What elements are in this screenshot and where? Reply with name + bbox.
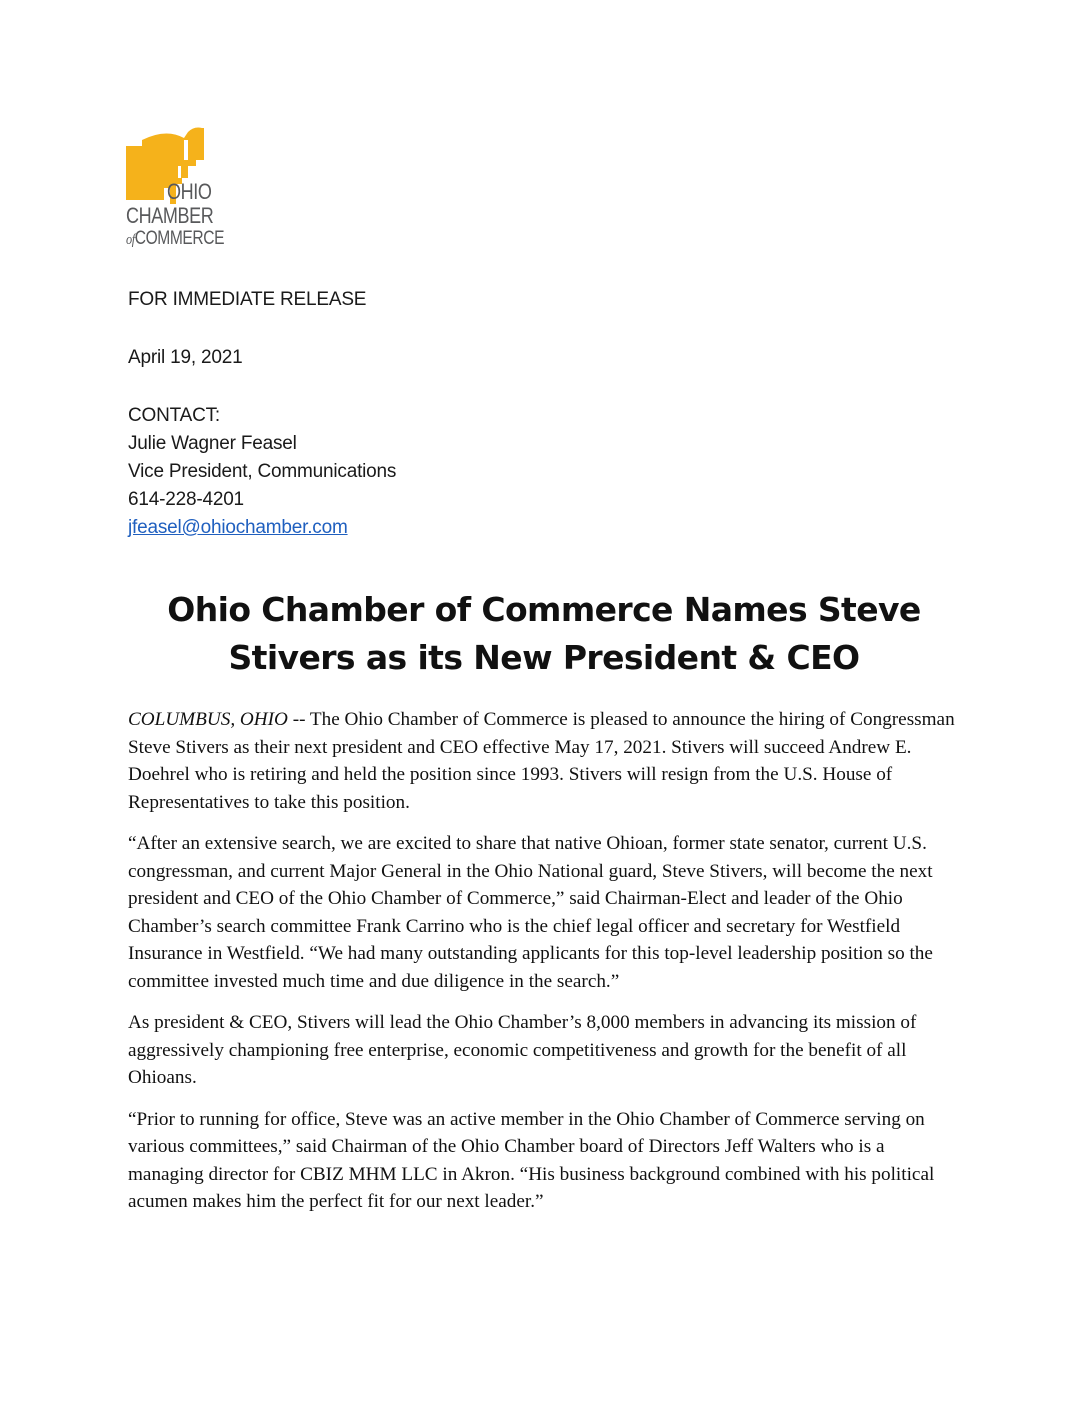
logo-chamber: CHAMBER [126, 203, 214, 228]
headline-line-2: Stivers as its New President & CEO [228, 638, 860, 677]
ohio-chamber-logo [126, 126, 246, 258]
paragraph-1 [128, 706, 960, 816]
logo-commerce-line [126, 228, 224, 251]
paragraph-3: As president & CEO, Stivers will lead the Ohio Chamber’s 8,000 members in advancing its mission of aggressively championing free enterprise, economic competitiveness and growth for the benefit of all Ohioans. [128, 1012, 917, 1088]
logo-wordmark [126, 180, 246, 251]
paragraph-1-text: -- The Ohio Chamber of Commerce is pleased to announce the hiring of Congressman Steve Stivers as their next president and CEO effective May 17, 2021. Stivers will succeed Andrew E. Doehrel who is retiring and held the position since 1993. Stivers will resign from the U.S. House of Representatives to take this position. [128, 709, 955, 813]
release-date: April 19, 2021 [128, 347, 243, 368]
contact-block [128, 402, 396, 542]
release-label: FOR IMMEDIATE RELEASE [128, 289, 367, 310]
article-body [128, 706, 960, 1230]
headline-line-1: Ohio Chamber of Commerce Names Steve [167, 590, 921, 629]
contact-email-link[interactable]: jfeasel@ohiochamber.com [128, 517, 348, 538]
contact-phone: 614-228-4201 [128, 489, 244, 510]
contact-title: Vice President, Communications [128, 461, 397, 482]
logo-ohio: OHIO [167, 179, 212, 204]
logo-commerce: COMMERCE [134, 228, 225, 249]
headline [128, 586, 960, 682]
contact-name: Julie Wagner Feasel [128, 433, 297, 454]
paragraph-4: “Prior to running for office, Steve was an active member in the Ohio Chamber of Commerce serving on various committees,” said Chairman of the Ohio Chamber board of Directors Jeff Walters who is a managing director for CBIZ MHM LLC in Akron. “His business background combined with his political acumen makes him the perfect fit for our next leader.” [128, 1108, 935, 1212]
logo-of: of [126, 232, 135, 248]
contact-label: CONTACT: [128, 405, 220, 426]
paragraph-2: “After an extensive search, we are excited to share that native Ohioan, former state senator, current U.S. congressman, and current Major General in the Ohio National guard, Steve Stivers, will become the next president and CEO of the Ohio Chamber of Commerce,” said Chairman-Elect and leader of the Ohio Chamber’s search committee Frank Carrino who is the chief legal officer and secretary for Westfield Insurance in Westfield. “We had many outstanding applicants for this top-level leadership position so the committee invested much time and due diligence in the search.” [128, 833, 933, 992]
dateline: COLUMBUS, OHIO [128, 709, 288, 730]
